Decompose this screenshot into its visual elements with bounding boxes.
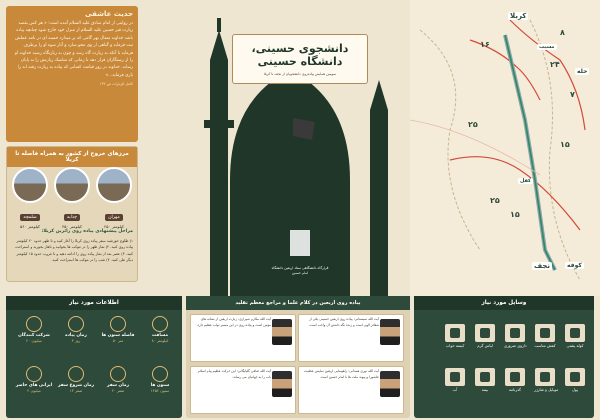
shoes-icon	[535, 324, 555, 342]
logo-title: دانشجوی حسینی، دانشگاه حسینی	[251, 42, 349, 68]
equipment-item	[444, 324, 466, 348]
info-title: اطلاعات مورد نیاز	[6, 296, 182, 310]
water-icon	[445, 368, 465, 386]
scholar-portrait	[380, 319, 400, 345]
stat-value: ۱۳ صفر	[69, 388, 83, 393]
hadith-heading: حدیث عاشقی	[85, 10, 133, 18]
logo-subtitle: سومین همایش پیاده‌روی دانشجویان از نجف تا کربلا	[263, 72, 337, 76]
quote-text: آیت الله مکارم شیرازی: زیارت اربعین از نشانه های مؤمن است و پیاده روی در این مسیر ثواب عظیم دارد.	[196, 317, 271, 327]
distance-icon	[152, 316, 168, 332]
stat-item	[98, 316, 138, 343]
stat-item	[140, 316, 180, 343]
equipment-title: وسایل مورد نیاز	[414, 296, 594, 310]
stat-item	[56, 366, 96, 393]
phone-icon	[535, 368, 555, 386]
stat-value: ۸۰ کیلومتر	[151, 338, 169, 343]
hadith-body: در روایتی از امام صادق علیه السلام آمده است: « هر کس بقصد زیارت قبر حسین علیه السلام از منزل خود خارج شود چنانچه پیاده باشد خداوند متعال بهر گامی که بر میدارد حسنه ای در نامه عملش ثبت فرماید و گناهی از وی محو سازد و آثار سوء او را برطرف فرماید تا آنکه به زیارت گاه رسد و چون به زیارتگاه رسید خداوند او را از رستگاران قرار دهد تا زمانی که مناسک زیارتش را به پایان رساند. خداوند در روز قیامت کسانی که پیاده به زیارت رفته اند را یاری فرماید...»	[14, 21, 133, 78]
sleeping-bag-icon	[445, 324, 465, 342]
equipment-label: داروی ضروری	[504, 343, 527, 348]
map-label-najaf: نجف	[534, 262, 551, 270]
quote-text: آیت الله نوری همدانی: راهپیمایی اربعین نمایش عظمت عاشورا و پیوند ملت ها با امام حسین است.	[303, 369, 379, 379]
equipment-label: کیسه خواب	[445, 343, 465, 348]
stat-label: زمان سفر	[107, 383, 129, 388]
border-photo	[96, 167, 132, 203]
clothes-icon	[475, 324, 495, 342]
map-label-musayyib: مسیب	[539, 44, 555, 50]
equipment-item	[564, 324, 586, 348]
equipment-item	[534, 324, 556, 348]
stat-item	[14, 316, 54, 343]
border-name: چذابه	[64, 214, 80, 221]
stages-text: ۱) طلوع خورشید سفر پیاده روی کربلا را آغاز کنید و تا ظهر حدود ۲۰ کیلومتر پیاده روی کنید. ۲) نماز ظهر را در موکب ها بخوانید و ناهار بخورید و استراحت کنید. ۳) عصر بعد از نماز پیاده روی را ادامه دهید و تا غروب حدود ۱۵ کیلومتر دیگر طی کنید. ۴) شب را در موکب ها استراحت کنید.	[15, 239, 133, 263]
stat-label: زمان شروع سفر	[58, 383, 94, 388]
insurance-icon	[475, 368, 495, 386]
equipment-item	[444, 368, 466, 392]
emblem-caption: قرارگاه دانشگاهی ستاد اربعین دانشگاه امام حسین	[271, 266, 329, 275]
participants-icon	[26, 316, 42, 332]
map-background	[410, 0, 600, 296]
equipment-label: کوله پشتی	[566, 343, 584, 348]
stat-item	[56, 316, 96, 343]
quotes-panel	[186, 296, 410, 418]
quote-card	[190, 314, 296, 362]
hadith-source: کامل الزیارات ص ۱۳۳	[99, 82, 133, 87]
borders-panel	[6, 146, 138, 282]
equipment-item	[504, 368, 526, 392]
quote-card	[298, 314, 404, 362]
money-icon	[565, 368, 585, 386]
border-card	[11, 167, 49, 229]
stat-label: شرکت کنندگان	[18, 333, 50, 338]
route-map	[410, 0, 600, 296]
equipment-item	[474, 324, 496, 348]
stat-label: فاصله ستون ها	[101, 333, 135, 338]
map-number: ۲۵	[468, 120, 478, 129]
stat-value: ۳ روز	[71, 338, 81, 343]
stat-label: مسافت	[151, 333, 168, 338]
map-label-hilla: حله	[577, 68, 588, 75]
equipment-item	[564, 368, 586, 392]
scholar-portrait	[272, 371, 292, 397]
quote-text: آیت الله سیستانی: پیاده روی اربعین حسینی یکی از شعائر الهی است و زنده نگه داشتن آن واجب است.	[308, 317, 379, 327]
column-gap-icon	[110, 316, 126, 332]
stat-value: ۲۰ صفر	[111, 388, 125, 393]
equipment-label: موبایل و شارژر	[534, 387, 559, 392]
borders-title: مرزهای خروج از کشور به همراه فاصله تا کربلا	[7, 147, 137, 167]
stat-value: ۱۴۵۲ ستون	[150, 388, 170, 393]
info-panel	[6, 296, 182, 418]
map-number: ۱۵	[560, 140, 570, 149]
columns-icon	[152, 366, 168, 382]
border-distance: ۲۵۰ کیلومتر	[104, 224, 124, 229]
map-number: ۸	[560, 28, 565, 37]
border-cards	[11, 167, 133, 229]
border-distance: ۵۶۰ کیلومتر	[20, 224, 40, 229]
equipment-item	[474, 368, 496, 392]
equipment-label: آب	[452, 387, 458, 392]
stat-value: ۲۰ میلیون	[26, 338, 42, 343]
quote-card	[298, 366, 404, 414]
equipment-panel	[414, 296, 594, 418]
border-name: شلمچه	[20, 214, 39, 221]
border-distance: ۳۵۰ کیلومتر	[62, 224, 82, 229]
stat-item	[98, 366, 138, 393]
hadith-box	[6, 6, 138, 142]
equipment-label: پول	[572, 387, 578, 392]
walking-time-icon	[68, 316, 84, 332]
stat-value: ۲ میلیون	[27, 388, 41, 393]
map-number: ۷	[570, 90, 575, 99]
equipment-label: کفش مناسب	[534, 343, 556, 348]
scholar-portrait	[380, 371, 400, 397]
border-photo	[54, 167, 90, 203]
stat-item	[14, 366, 54, 393]
quotes-title: پیاده روی اربعین در کلام علما و مراجع معظم تقلید	[186, 296, 410, 310]
border-card	[53, 167, 91, 229]
equipment-item	[504, 324, 526, 348]
backpack-icon	[565, 324, 585, 342]
calendar-icon	[110, 366, 126, 382]
equipment-label: لباس گرم	[477, 343, 493, 348]
map-label-karbala: کربلا	[510, 12, 527, 20]
border-name: مهران	[105, 214, 123, 221]
stages-heading: مراحل پیشنهادی پیاده روی زائرین کربلا:	[41, 229, 133, 234]
equipment-label: بیمه	[481, 387, 489, 392]
medicine-icon	[505, 324, 525, 342]
people-icon	[26, 366, 42, 382]
map-label-kifl: کفل	[520, 178, 531, 184]
map-label-kufa: کوفه	[567, 262, 582, 269]
logo-box	[232, 34, 368, 84]
map-number: ۲۵	[490, 196, 500, 205]
border-photo	[12, 167, 48, 203]
quote-text: آیت الله صافی گلپایگانی: این حرکت عظیم پیام اسلام ناب را به جهانیان می رساند.	[197, 369, 271, 379]
scholar-portrait	[272, 319, 292, 345]
stat-item	[140, 366, 180, 393]
equipment-item	[534, 368, 559, 392]
stat-label: زمان پیاده	[65, 333, 87, 338]
map-number: ۱۵	[510, 210, 520, 219]
border-card	[95, 167, 133, 229]
stat-value: ۵۰ متر	[112, 338, 124, 343]
stat-label: ستون ها	[150, 383, 170, 388]
map-number: ۲۴	[550, 60, 560, 69]
map-number: ۱۶	[480, 40, 490, 49]
stat-label: ایرانی های حاضر	[15, 383, 53, 388]
clock-icon	[68, 366, 84, 382]
passport-icon	[505, 368, 525, 386]
equipment-label: گذرنامه	[509, 387, 521, 392]
quote-card	[190, 366, 296, 414]
